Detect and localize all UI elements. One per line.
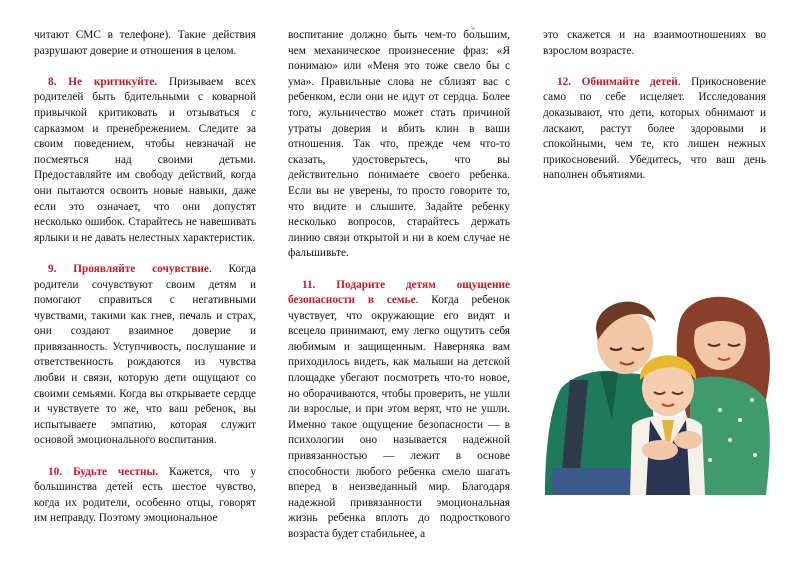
column-2 — [288, 28, 510, 543]
paragraph-tip-10 — [34, 465, 256, 527]
paragraph-intro-2: воспитание должно быть чем-то бо́льшим, чем механическое произнесение фраз: «Я понимаю» или «Меня это тоже свело бы с ума». Правильные слова не сблизят вас с ребенком, если они не идут от сердца. Более того, жульничество может стать причиной утраты доверия и вбить клин в ваши отношения. Так что, прежде чем что-то сказать, удостоверьтесь, что вы действительно понимаете своего ребенка. Если вы не уверены, то просто говорите то, что видите и слышите. Задайте ребенку несколько вопросов, старайтесь держать линию связи открытой и ни в коем случае не фальшивьте. — [288, 29, 510, 260]
heading-tip-8: 8. Не критикуйте. — [48, 75, 158, 88]
heading-tip-11: 11. Подарите детям ощущение безопасности в семье — [288, 278, 510, 307]
paragraph-intro-1: читают СМС в телефоне). Такие действия разрушают доверие и отношения в целом. — [34, 29, 256, 57]
paragraph-intro-3: это скажется и на взаимоотношениях во взрослом возрасте. — [543, 29, 766, 57]
body-tip-12: . Прикосновение само по себе исцеляет. Исследования доказывают, что дети, которых обнимают и ласкают, растут более здоровыми и спокойными, чем те, кто лишен нежных прикосновений. Убедитесь, что ваш день наполнен объятиями. — [543, 75, 766, 182]
body-tip-9: . Когда родители сочувствуют своим детям и помогают справиться с негативными чувствами, такими как гнев, печаль и страх, они создают взаимное доверие и привязанность. Уступчивость, послушание и ответственность рождаются из чувства любви и связи, которую дети ощущают со своими семьями. Когда вы открываете сердце и чувствуете то же, что ваш ребенок, вы испытываете эмпатию, которая служит основой эмоционального воспитания. — [34, 262, 256, 447]
paragraph-tip-9 — [34, 262, 256, 449]
body-tip-10: Кажется, что у большинства детей есть шестое чувство, когда их родители, особенно отцы, говорят им неправду. Поэтому эмоциональное — [34, 465, 256, 525]
heading-tip-10: 10. Будьте честны. — [48, 465, 159, 478]
paragraph-tip-12 — [543, 75, 766, 184]
heading-tip-12: 12. Обнимайте детей — [557, 75, 678, 88]
heading-tip-9: 9. Проявляйте сочувствие — [48, 262, 209, 275]
paragraph-tip-8 — [34, 75, 256, 247]
column-3 — [543, 28, 766, 184]
body-tip-8: Призываем всех родителей быть бдительными с коварной привычкой критиковать и отзываться с сарказмом и пренебрежением. Следите за своим поведением, чтобы невзначай не посмеяться над своими детьми. Предоставляйте им свободу действий, когда они пытаются освоить новые навыки, даже если это означает, что они допустят несколько ошибок. Старайтесь не навешивать ярлыки и не давать нелестных характеристик. — [34, 75, 256, 244]
body-tip-11: . Когда ребенок чувствует, что окружающие его видят и всецело принимают, ему легко ощутить себя любимым и защищенным. Наверняка вам приходилось видеть, как малыши на детской площадке убегают посмотреть что-то новое, но оборачиваются, чтобы проверить, не ушли ли взрослые, и при этом верят, что не ушли. Именно такое ощущение безопасности — в психологии оно называется надежной привязанностью — лежит в основе способности любого ребенка смело шагать вперед в неизведанный мир. Благодаря надежной привязанности эмоциональная жизнь ребенка вплоть до подросткового возраста будет стабильнее, а — [288, 294, 510, 540]
column-1 — [34, 28, 256, 527]
paragraph-tip-11 — [288, 278, 510, 543]
family-hug-illustration — [540, 280, 772, 495]
